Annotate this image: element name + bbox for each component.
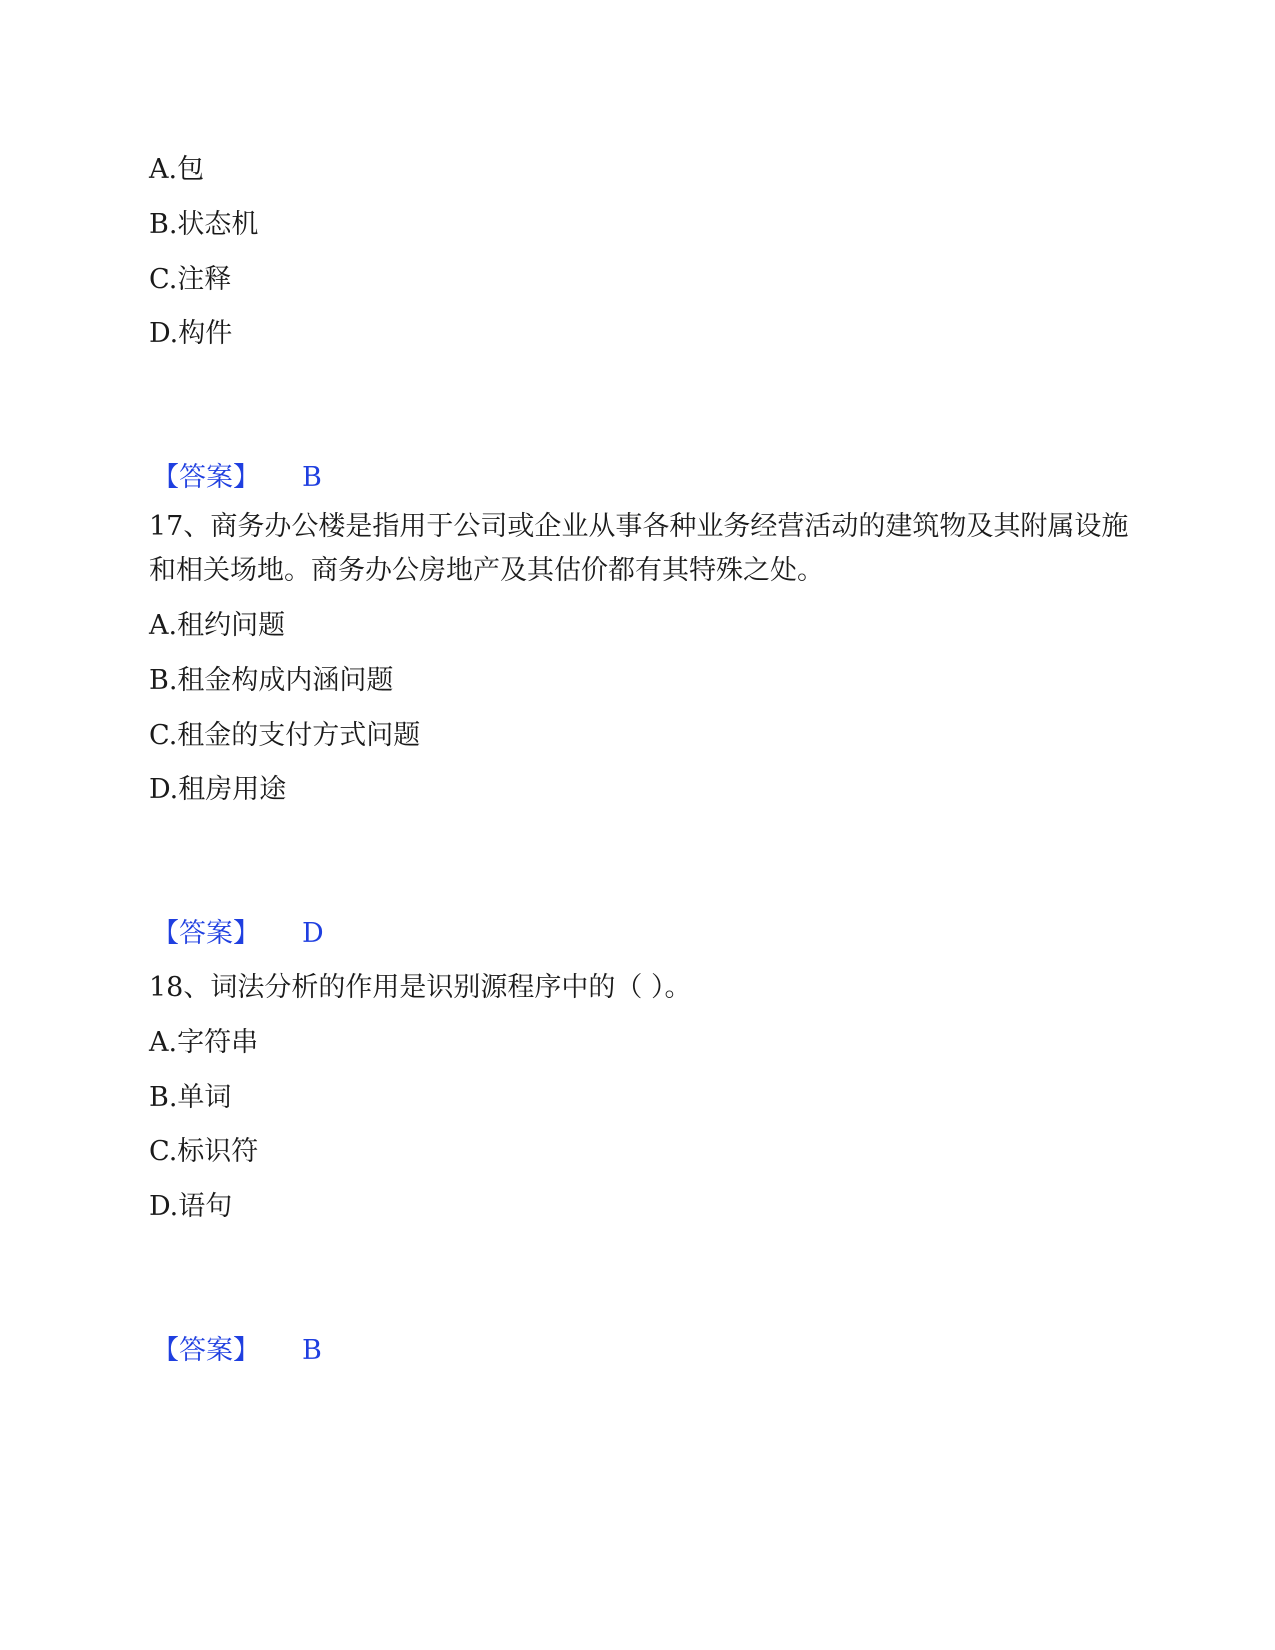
answer-value: B	[302, 462, 322, 493]
q17-option-d: D.租房用途	[149, 774, 287, 805]
q18-option-c: C.标识符	[149, 1136, 259, 1167]
q17-option-a: A.租约问题	[149, 610, 286, 641]
q17-option-c: C.租金的支付方式问题	[149, 720, 421, 751]
option-b: B.状态机	[149, 209, 259, 240]
answer-line	[152, 458, 322, 498]
question-18-text: 18、词法分析的作用是识别源程序中的（ ）。	[149, 972, 692, 1003]
q18-option-a: A.字符串	[149, 1027, 259, 1058]
q17-answer-value: D	[302, 918, 324, 949]
q17-option-b: B.租金构成内涵问题	[149, 665, 394, 696]
option-d: D.构件	[149, 318, 233, 349]
q18-option-b: B.单词	[149, 1082, 232, 1113]
option-a: A.包	[149, 154, 205, 185]
question-17-text: 17、商务办公楼是指用于公司或企业从事各种业务经营活动的建筑物及其附属设施和相关场地。商务办公房地产及其估价都有其特殊之处。	[149, 511, 1129, 586]
option-c: C.注释	[149, 264, 232, 295]
q18-answer-value: B	[302, 1335, 322, 1366]
answer-label: 【答案】	[152, 462, 260, 493]
q18-option-d: D.语句	[149, 1191, 233, 1222]
q17-answer-line	[152, 914, 324, 954]
q18-answer-line	[152, 1331, 322, 1371]
q18-answer-label: 【答案】	[152, 1335, 260, 1366]
q17-answer-label: 【答案】	[152, 918, 260, 949]
